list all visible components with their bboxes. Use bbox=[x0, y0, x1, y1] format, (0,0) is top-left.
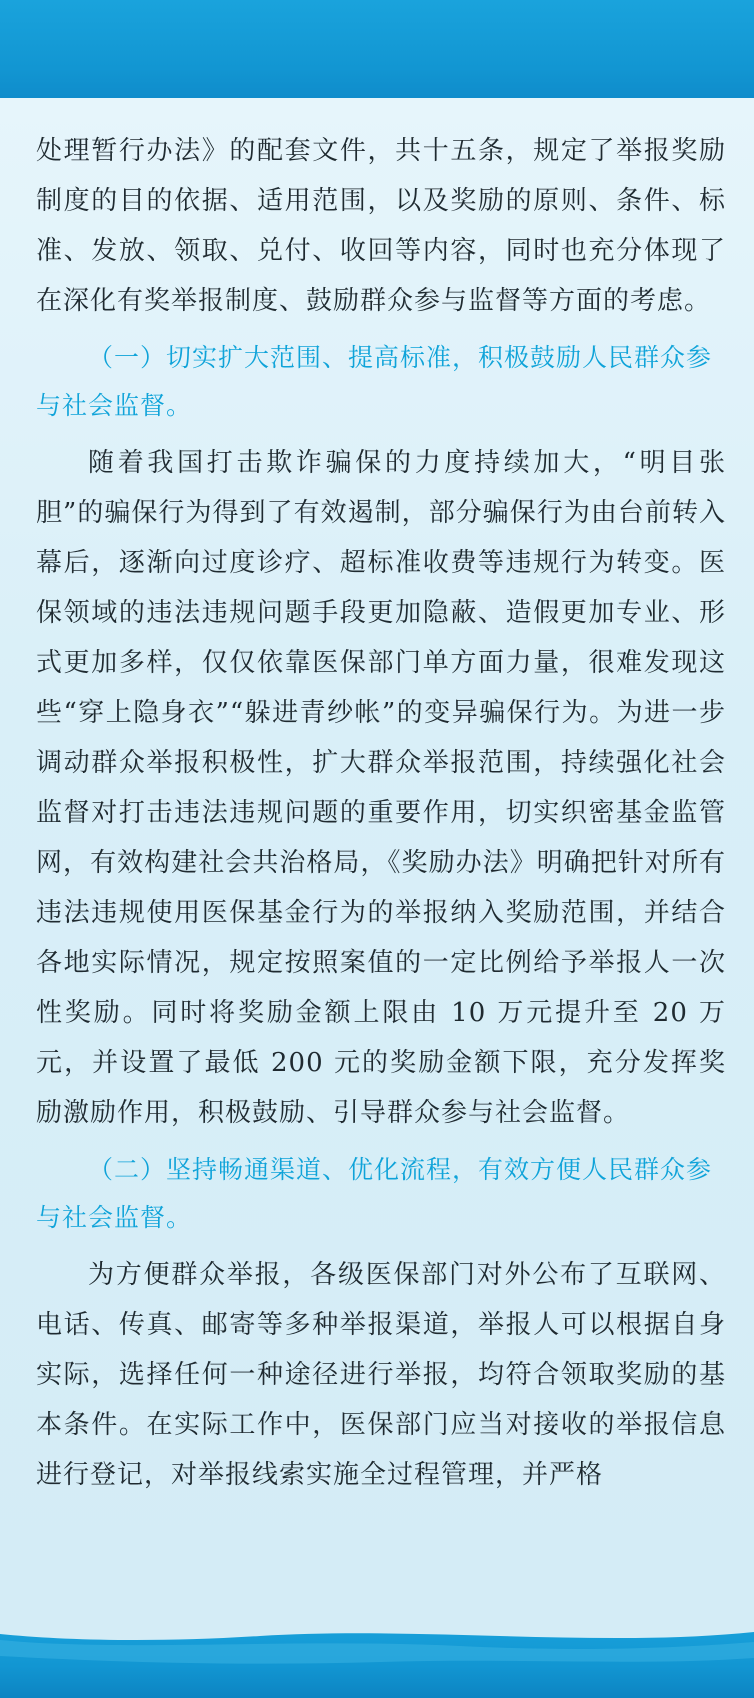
top-banner bbox=[0, 0, 754, 98]
bottom-banner bbox=[0, 1618, 754, 1698]
paragraph-2: 随着我国打击欺诈骗保的力度持续加大，“明目张胆”的骗保行为得到了有效遏制，部分骗保行为由台前转入幕后，逐渐向过度诊疗、超标准收费等违规行为转变。医保领域的违法违规问题手段更加隐蔽、造假更加专业、形式更加多样，仅仅依靠医保部门单方面力量，很难发现这些“穿上隐身衣”“躲进青纱帐”的变异骗保行为。为进一步调动群众举报积极性，扩大群众举报范围，持续强化社会监督对打击违法违规问题的重要作用，切实织密基金监管网，有效构建社会共治格局，《奖励办法》明确把针对所有违法违规使用医保基金行为的举报纳入奖励范围，并结合各地实际情况，规定按照案值的一定比例给予举报人一次性奖励。同时将奖励金额上限由 10 万元提升至 20 万元，并设置了最低 200 元的奖励金额下限，充分发挥奖励激励作用，积极鼓励、引导群众参与社会监督。 bbox=[36, 448, 726, 1128]
section-heading-1: （一）切实扩大范围、提高标准，积极鼓励人民群众参与社会监督。 bbox=[36, 343, 713, 420]
article-body bbox=[36, 126, 726, 1500]
section-heading-2: （二）坚持畅通渠道、优化流程，有效方便人民群众参与社会监督。 bbox=[36, 1155, 713, 1232]
wave-decoration bbox=[0, 1618, 754, 1698]
paragraph-1: 处理暂行办法》的配套文件，共十五条，规定了举报奖励制度的目的依据、适用范围，以及奖励的原则、条件、标准、发放、领取、兑付、收回等内容，同时也充分体现了在深化有奖举报制度、鼓励群众参与监督等方面的考虑。 bbox=[36, 136, 726, 316]
paragraph-3: 为方便群众举报，各级医保部门对外公布了互联网、电话、传真、邮寄等多种举报渠道，举报人可以根据自身实际，选择任何一种途径进行举报，均符合领取奖励的基本条件。在实际工作中，医保部门应当对接收的举报信息进行登记，对举报线索实施全过程管理，并严格 bbox=[36, 1260, 726, 1490]
